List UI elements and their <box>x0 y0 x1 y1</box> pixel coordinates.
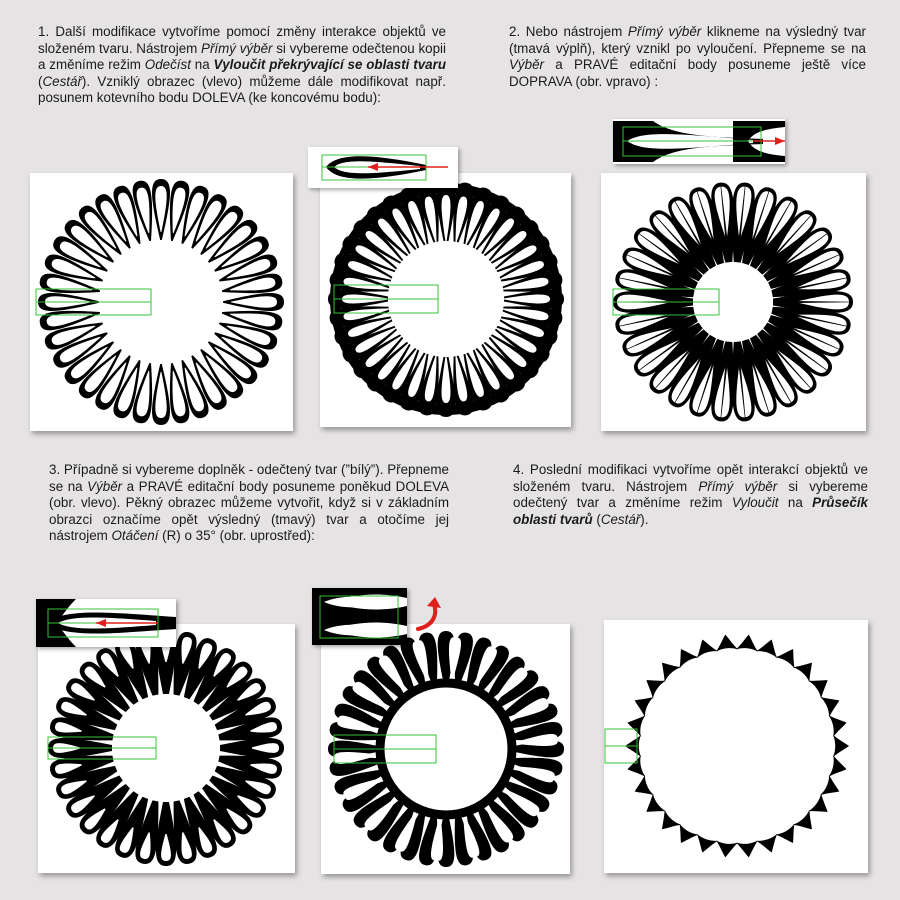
step-4-text-run: Vyloučit <box>731 495 779 511</box>
petal <box>829 755 849 780</box>
step-4-text-run: ). <box>640 511 649 527</box>
step-2-text-run: klikneme na výsledný tvar (tmavá výplň), který vznikl po vyloučení. Přepneme se na <box>509 24 866 56</box>
figure-4-svg <box>38 624 295 873</box>
figure-bold-scalloped <box>320 173 571 427</box>
petal <box>220 738 284 758</box>
figure-rotated-alternating <box>321 624 570 874</box>
fig5-flower <box>328 631 565 868</box>
step-1-text-run: na <box>190 57 214 73</box>
step-3-text-run: a PRAVÉ editační body posuneme poněkud DOLEVA (obr. vlevo). Pěkný obrazec můžeme vytvořit, když si v základním obrazci označíme opět výsledný (tmavý) tvar a otočíme jej nástrojem <box>49 478 449 544</box>
petal <box>692 636 718 658</box>
petal <box>654 810 681 837</box>
figure-5-svg <box>321 624 570 874</box>
petal <box>654 655 681 682</box>
petal <box>630 775 654 802</box>
petal <box>625 712 645 737</box>
petal <box>756 636 782 658</box>
step-2-text-run: Výběr <box>509 57 544 73</box>
step-1-text-run: Odečíst <box>144 57 191 73</box>
fig1-flower <box>36 179 284 425</box>
inset-3-svg <box>36 599 176 647</box>
petal <box>833 735 849 757</box>
petal <box>328 741 382 761</box>
petal <box>671 644 698 669</box>
step-1-text-run: ). Vzniklý obrazec (vlevo) můžeme dále modifikovat např. posunem kotevního bodu DOLEVA (ke koncovému bodu): <box>38 73 446 106</box>
step-1-text-run: Vyloučit překrývající se oblasti tvaru <box>213 57 446 73</box>
step-4-text-run: na <box>778 495 813 511</box>
petal <box>820 690 844 717</box>
step-4-text-run: si vybereme odečtený tvar a změníme režim <box>513 478 868 511</box>
step-2-text-run: Přímý výběr <box>627 24 702 39</box>
inset-move-points-right <box>613 119 785 164</box>
fig4-flower <box>48 630 284 866</box>
figure-split-petals <box>601 173 866 431</box>
step-2-text-run: 2. Nebo nástrojem <box>509 24 628 39</box>
step-1-text-run: Přímý výběr <box>201 40 273 56</box>
step-3-text-run: 3. Případně si vybereme doplněk - odečtený tvar (”bílý”). Přepneme se na <box>49 462 449 494</box>
inset-1-svg <box>308 147 458 188</box>
step-2-text-run: a PRAVÉ editační body posuneme ještě více DOPRAVA (obr. vpravo) : <box>509 57 866 89</box>
fig6-flower <box>605 633 849 858</box>
petal <box>437 181 455 243</box>
petal <box>640 671 666 698</box>
petal <box>502 290 564 308</box>
step-4-text-run: Přímý výběr <box>698 478 778 494</box>
figure-3-svg <box>601 173 866 431</box>
petal <box>736 840 760 858</box>
figure-black-spikes <box>38 624 295 873</box>
figure-outline-petals <box>30 173 293 431</box>
petal <box>808 671 834 698</box>
petal <box>152 179 170 240</box>
step-1-text <box>38 24 446 107</box>
petal <box>775 644 802 669</box>
petal <box>223 293 284 311</box>
step-1-text-run: 1. Další modifikace vytvoříme pomocí změny interakce objektů ve složeném tvaru. Nástrojem <box>38 24 446 56</box>
step-1-text-run: ( <box>38 73 43 89</box>
step-4-text-run: 4. Poslední modifikaci vytvoříme opět interakcí objektů ve složeném tvaru. Nástrojem <box>513 462 868 494</box>
petal <box>714 633 738 651</box>
petal <box>692 834 718 856</box>
inset-move-anchor-left <box>308 147 458 188</box>
petal <box>156 802 176 866</box>
fig3-flower <box>613 182 853 423</box>
figure-1-svg <box>30 173 293 431</box>
petal <box>793 655 820 682</box>
step-1-text-run: Cestář <box>42 73 82 89</box>
petal <box>829 712 849 737</box>
petal <box>808 794 834 821</box>
petal <box>625 755 645 780</box>
petal <box>793 810 820 837</box>
petal <box>152 364 170 425</box>
petal <box>630 690 654 717</box>
petal <box>756 834 782 856</box>
inset-2-svg <box>613 119 785 164</box>
figure-6-svg <box>604 620 868 873</box>
step-3-text-run: Otáčení <box>111 528 159 544</box>
petal <box>736 633 760 651</box>
inset-move-points-left <box>36 599 176 647</box>
step-4-text-run: Cestář <box>600 511 641 527</box>
petal <box>671 824 698 849</box>
fig2-flower <box>328 181 564 417</box>
figure-thorn-ring <box>604 620 868 873</box>
step-4-text-run: ( <box>592 511 601 527</box>
inset-4-svg <box>312 588 407 645</box>
petal <box>820 775 844 802</box>
rotate-arrow-icon <box>414 596 444 632</box>
step-4-text <box>513 462 868 528</box>
petal <box>640 794 666 821</box>
step-3-text-run: (R) o 35° (obr. uprostřed): <box>158 528 315 544</box>
step-4-text-run: Průsečík oblasti tvarů <box>513 495 868 527</box>
figure-2-svg <box>320 173 571 427</box>
step-3-text <box>49 462 449 545</box>
petal <box>714 840 738 858</box>
step-3-text-run: Výběr <box>87 478 123 494</box>
petal <box>437 355 455 417</box>
step-1-text-run: si vybereme odečtenou kopii a změníme režim <box>38 40 446 73</box>
petal <box>775 824 802 849</box>
step-2-text <box>509 24 866 90</box>
inset-rotate-35 <box>312 588 407 645</box>
